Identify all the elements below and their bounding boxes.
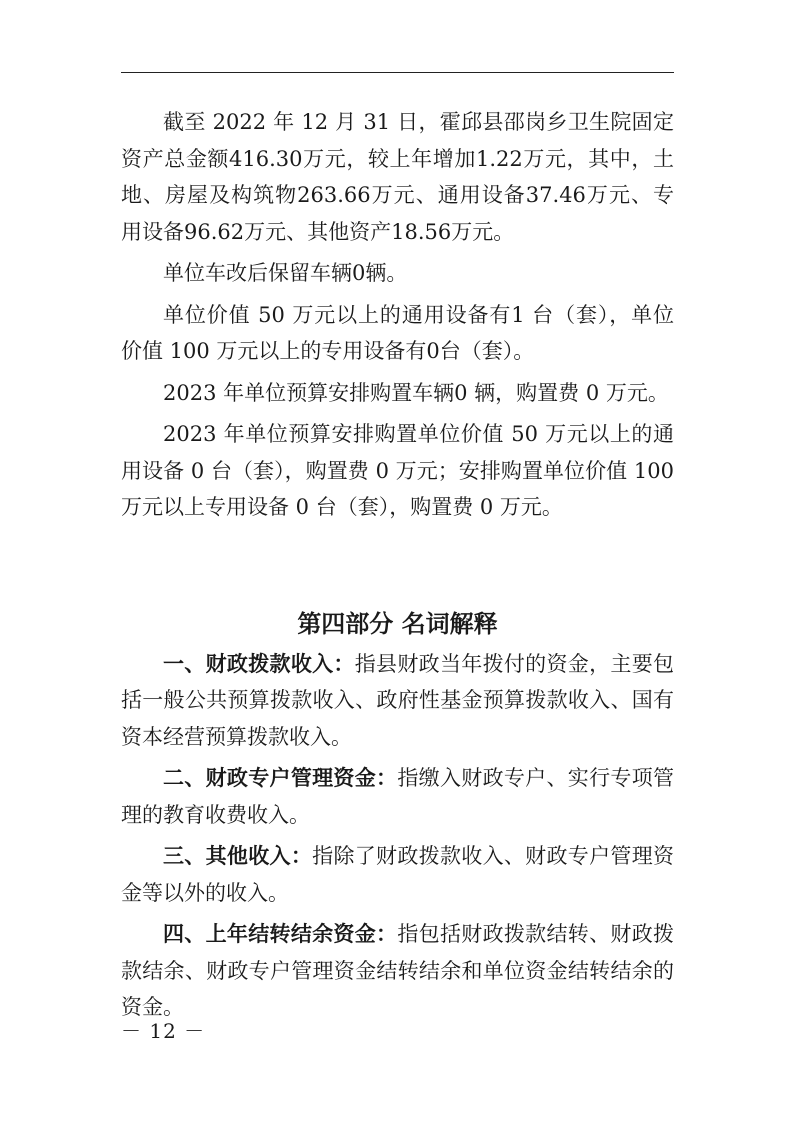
- vehicles-paragraph: 单位车改后保留车辆0辆。: [163, 261, 408, 285]
- term-paragraph: [121, 916, 674, 1026]
- header-rule: [121, 72, 674, 73]
- page-body: [121, 104, 674, 1026]
- term-label: 四、上年结转结余资金：: [163, 922, 398, 946]
- term-definition: 指包括财政拨款结转、财政拨款结余、财政专户管理资金结转结余和单位资金结转结余的资金。: [121, 922, 675, 1019]
- term-definition: 指县财政当年拨付的资金，主要包括一般公共预算拨款收入、政府性基金预算拨款收入、国有资本经营预算拨款收入。: [121, 651, 675, 749]
- term-label: 二、财政专户管理资金：: [163, 766, 398, 790]
- page-number: － 12 －: [121, 1019, 206, 1043]
- term-label: 一、财政拨款收入：: [163, 651, 355, 676]
- term-definition: 指除了财政拨款收入、财政专户管理资金等以外的收入。: [121, 844, 675, 905]
- equipment-budget-paragraph: 2023 年单位预算安排购置单位价值 50 万元以上的通用设备 0 台（套），购置费 0 万元；安排购置单位价值 100 万元以上专用设备 0 台（套），购置费 0 万元。: [121, 422, 674, 519]
- vehicle-budget-paragraph: 2023 年单位预算安排购置车辆0 辆，购置费 0 万元。: [163, 380, 669, 405]
- term-label: 三、其他收入：: [163, 844, 313, 868]
- section-title: 第四部分 名词解释: [297, 609, 498, 638]
- term-definition: 指缴入财政专户、实行专项管理的教育收费收入。: [121, 766, 675, 827]
- term-paragraph: [121, 760, 674, 833]
- assets-paragraph: 截至 2022 年 12 月 31 日，霍邱县邵岗乡卫生院固定资产总金额416.30万元，较上年增加1.22万元，其中，土地、房屋及构筑物263.66万元、通用设备37.46万元、专用设备96.62万元、其他资产18.56万元。: [121, 110, 674, 244]
- term-paragraph: [121, 838, 674, 911]
- term-paragraph: [121, 646, 674, 756]
- equipment-paragraph: 单位价值 50 万元以上的通用设备有1 台（套），单位价值 100 万元以上的专用设备有0台（套）。: [121, 302, 674, 363]
